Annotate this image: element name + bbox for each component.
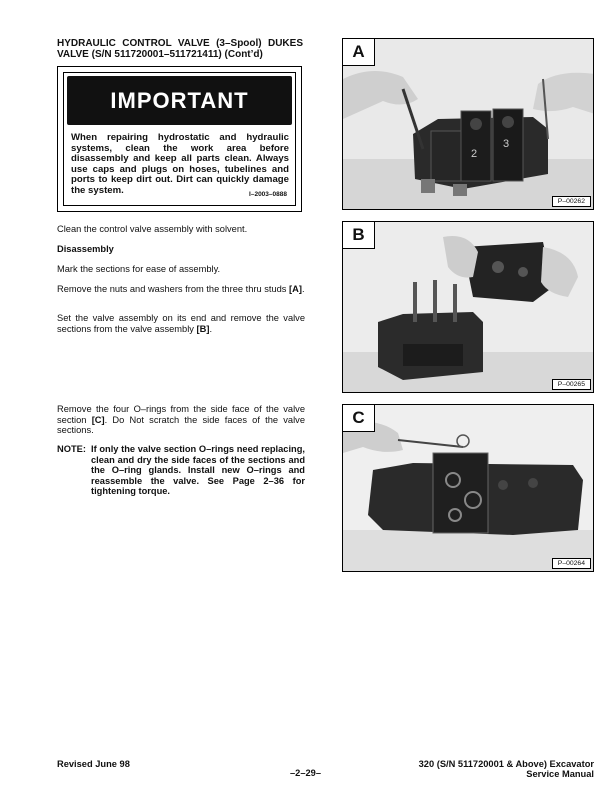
footer-manual-line-2: Service Manual — [526, 769, 594, 779]
paragraph-set-valve — [57, 313, 305, 334]
paragraph-clean: Clean the control valve assembly with solvent. — [57, 224, 248, 234]
important-notice-box — [57, 66, 302, 212]
important-code: I–2003–0888 — [249, 191, 287, 198]
figure-c — [342, 404, 594, 572]
heading-line-1: HYDRAULIC CONTROL VALVE (3–Spool) DUKES — [57, 38, 303, 49]
paragraph-set-valve-end: . — [209, 323, 213, 334]
subheading-disassembly: Disassembly — [57, 244, 114, 254]
figure-ref-b: [B] — [196, 323, 210, 334]
important-banner: IMPORTANT — [67, 76, 292, 125]
figure-a-letter: A — [343, 39, 375, 66]
svg-text:2: 2 — [471, 148, 478, 160]
figure-b-code: P–00265 — [552, 379, 591, 390]
important-inner-frame — [63, 72, 296, 206]
figure-a-code: P–00262 — [552, 196, 591, 207]
figure-ref-c: [C] — [91, 414, 105, 425]
paragraph-remove-orings-end: . Do Not scratch the side faces of the valve sections. — [57, 414, 305, 436]
figure-c-code: P–00264 — [552, 558, 591, 569]
figure-b — [342, 221, 594, 393]
figure-b-photo — [343, 222, 594, 393]
footer-page-number: –2–29– — [290, 768, 322, 778]
important-text: When repairing hydrostatic and hydraulic systems, clean the work area before disassembly and keep all parts clean. Always use caps and plugs on hoses, tubelines and ports to keep dirt out. Dirt can quickly damage the system. — [71, 132, 289, 196]
figure-c-photo — [343, 405, 594, 572]
heading-line-2: VALVE (S/N 511720001–511721411) (Cont’d) — [57, 49, 263, 60]
paragraph-set-valve-text: Set the valve assembly on its end and remove the valve sections from the valve assembly — [57, 313, 305, 334]
footer-manual-line-1: 320 (S/N 511720001 & Above) Excavator — [418, 759, 594, 769]
note-label: NOTE: — [57, 444, 86, 454]
paragraph-remove-nuts — [57, 284, 305, 295]
paragraph-remove-nuts-text: Remove the nuts and washers from the three thru studs — [57, 284, 287, 294]
figure-ref-a: [A] — [289, 284, 302, 294]
figure-a — [342, 38, 594, 210]
footer-manual-title — [419, 759, 594, 779]
figure-c-letter: C — [343, 405, 375, 432]
paragraph-remove-orings-text: Remove the four O–rings from the side face of the valve section — [57, 404, 305, 425]
footer-revision: Revised June 98 — [57, 759, 130, 769]
paragraph-remove-nuts-end: . — [301, 284, 305, 294]
note-text: If only the valve section O–rings need replacing, clean and dry the side faces of the sections and the O–ring glands. Install new O–rings and reassemble the valve. See Page 2–36 for tightening torque. — [91, 444, 305, 497]
paragraph-remove-orings — [57, 404, 305, 436]
figure-b-letter: B — [343, 222, 375, 249]
paragraph-mark-sections: Mark the sections for ease of assembly. — [57, 264, 221, 274]
figure-a-photo — [343, 39, 594, 210]
svg-text:3: 3 — [503, 138, 510, 150]
section-heading — [57, 38, 303, 60]
